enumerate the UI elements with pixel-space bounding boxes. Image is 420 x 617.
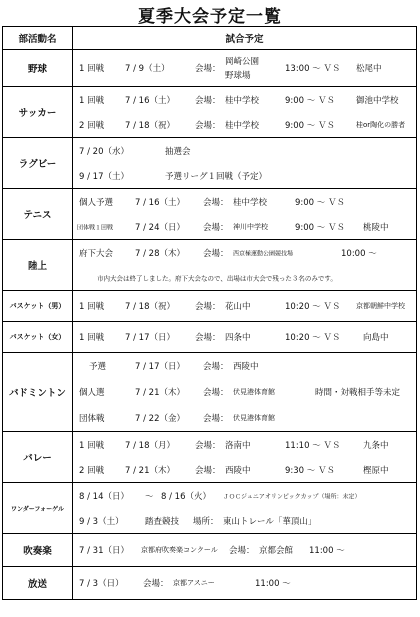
schedule-line: 予選 7 / 17（日） 会場： 西陵中 bbox=[89, 362, 259, 372]
club-name: サッカー bbox=[3, 87, 73, 138]
club-name: ラグビー bbox=[3, 138, 73, 189]
club-name: 吹奏楽 bbox=[3, 534, 73, 567]
schedule-line: 2 回戦 7 / 21（木） 会場： 西陵中 9:30 ～ ＶＳ 樫原中 bbox=[79, 465, 389, 476]
table-row bbox=[3, 87, 417, 138]
table-row bbox=[3, 483, 417, 534]
schedule-line: 市内大会は終了しました。府下大会なので、出場は市大会で残った３名のみです。 bbox=[97, 274, 337, 282]
schedule-line: 7 / 31（日） 京都府吹奏楽コンクール 会場： 京都会館 11:00 ～ bbox=[79, 546, 345, 556]
schedule-cell bbox=[73, 353, 417, 432]
schedule-cell bbox=[73, 240, 417, 291]
club-name: 放送 bbox=[3, 567, 73, 600]
schedule-line: 団体戦 7 / 22（金） 会場： 伏見港体育館 bbox=[79, 414, 275, 424]
schedule-cell bbox=[73, 87, 417, 138]
schedule-cell bbox=[73, 291, 417, 322]
schedule-table bbox=[2, 26, 417, 600]
table-row bbox=[3, 50, 417, 87]
club-name: バレー bbox=[3, 432, 73, 483]
schedule-line: 団体戦１回戦 7 / 24（日） 会場： 神川中学校 9:00 ～ ＶＳ 桃陵中 bbox=[77, 222, 389, 233]
table-row bbox=[3, 432, 417, 483]
club-name: 野球 bbox=[3, 50, 73, 87]
schedule-line: 個人予選 7 / 16（土） 会場： 桂中学校 9:00 ～ ＶＳ bbox=[79, 197, 345, 208]
club-name: ワンダーフォーゲル bbox=[3, 483, 73, 534]
schedule-line: 1 回戦 7 / 9（土） 会場： 岡崎公園 野球場 13:00 ～ ＶＳ 松尾中 bbox=[79, 57, 382, 81]
header-schedule: 試合予定 bbox=[73, 27, 417, 50]
schedule-line: 9 / 3（土） 踏査競技 場所： 東山トレール「華頂山」 bbox=[79, 516, 317, 527]
club-name: バスケット（女） bbox=[3, 322, 73, 353]
schedule-line: 7 / 3（日） 会場： 京都アスニー 11:00 ～ bbox=[79, 579, 291, 589]
schedule-line: 1 回戦 7 / 17（日） 会場： 四条中 10:20 ～ ＶＳ 向島中 bbox=[79, 333, 389, 343]
schedule-cell bbox=[73, 483, 417, 534]
page-title: 夏季大会予定一覧 bbox=[138, 7, 282, 27]
table-row bbox=[3, 291, 417, 322]
schedule-line: 個人選 7 / 21（木） 会場： 伏見港体育館 時間・対戦相手等未定 bbox=[79, 388, 401, 398]
table-header-row bbox=[3, 27, 417, 50]
schedule-cell bbox=[73, 567, 417, 600]
table-row bbox=[3, 322, 417, 353]
table-row bbox=[3, 534, 417, 567]
club-name: テニス bbox=[3, 189, 73, 240]
header-club: 部活動名 bbox=[3, 27, 73, 50]
table-row bbox=[3, 567, 417, 600]
schedule-line: 7 / 20（水） 抽選会 bbox=[79, 146, 191, 157]
table-row bbox=[3, 138, 417, 189]
schedule-cell bbox=[73, 322, 417, 353]
club-name: バスケット（男） bbox=[3, 291, 73, 322]
schedule-cell bbox=[73, 432, 417, 483]
schedule-cell bbox=[73, 534, 417, 567]
schedule-cell bbox=[73, 189, 417, 240]
club-name: バドミントン bbox=[3, 353, 73, 432]
schedule-line: 1 回戦 7 / 18（祝） 会場： 花山中 10:20 ～ ＶＳ 京都朝鮮中学校 bbox=[79, 302, 405, 312]
schedule-line: 2 回戦 7 / 18（祝） 会場： 桂中学校 9:00 ～ ＶＳ 桂or陶化の勝者 bbox=[79, 120, 406, 131]
schedule-cell bbox=[73, 138, 417, 189]
schedule-line: 9 / 17（土） 予選リーグ１回戦（予定） bbox=[79, 171, 268, 182]
schedule-line: 8 / 14（日） ～ 8 / 16（火） ＪＯＣジュニアオリンピックカップ（場所：未定） bbox=[79, 491, 361, 502]
table-row bbox=[3, 353, 417, 432]
schedule-line: 府下大会 7 / 28（木） 会場： 西京極運動公園競技場 10:00 ～ bbox=[79, 248, 377, 259]
schedule-line: 1 回戦 7 / 18（月） 会場： 洛南中 11:10 ～ ＶＳ 九条中 bbox=[79, 440, 389, 451]
table-row bbox=[3, 189, 417, 240]
schedule-cell bbox=[73, 50, 417, 87]
schedule-line: 1 回戦 7 / 16（土） 会場： 桂中学校 9:00 ～ ＶＳ 御池中学校 bbox=[79, 95, 399, 106]
table-row bbox=[3, 240, 417, 291]
club-name: 陸上 bbox=[3, 240, 73, 291]
